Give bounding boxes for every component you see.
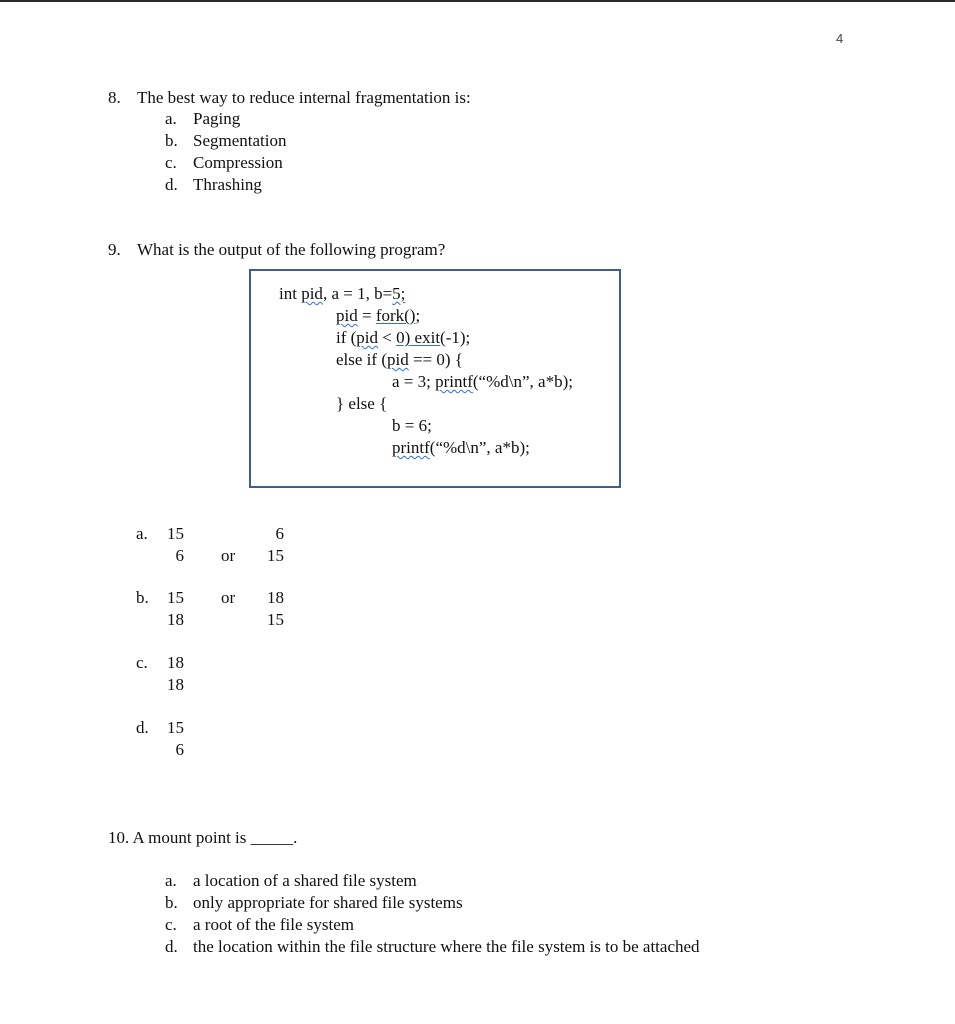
answer-value: 15: [267, 610, 284, 629]
answer-value: 15: [167, 588, 184, 607]
question-8-option-d: [165, 174, 262, 196]
option-text: only appropriate for shared file systems: [193, 893, 463, 912]
question-9-number: 9.: [108, 240, 121, 259]
question-8-number: 8.: [108, 88, 121, 107]
option-letter: d.: [165, 937, 178, 956]
page-top-border: [0, 0, 955, 2]
question-8-option-a: [165, 108, 240, 130]
option-text: Paging: [193, 109, 241, 128]
question-9-text: What is the output of the following program?: [137, 240, 446, 259]
option-text: Segmentation: [193, 131, 287, 150]
answer-value: 18: [167, 610, 184, 629]
answer-value: 6: [175, 740, 184, 759]
option-letter: c.: [136, 653, 148, 672]
option-letter: b.: [165, 893, 178, 912]
answer-value: 18: [167, 653, 184, 672]
option-letter: c.: [165, 153, 177, 172]
option-letter: a.: [165, 871, 177, 890]
code-line-5: a = 3; printf(“%d\n”, a*b);: [392, 372, 573, 391]
option-text: Thrashing: [193, 175, 262, 194]
question-8-option-c: [165, 152, 283, 174]
question-10-option-b: [165, 892, 463, 914]
code-line-1: int pid, a = 1, b=5;: [279, 284, 406, 303]
option-text: Compression: [193, 153, 283, 172]
code-line-2: pid = fork();: [336, 306, 421, 325]
answer-value: 6: [175, 546, 184, 565]
answer-value: 18: [167, 675, 184, 694]
option-letter: a.: [165, 109, 177, 128]
or-label: or: [221, 588, 236, 607]
answer-value: 6: [275, 524, 284, 543]
code-line-3: if (pid < 0) exit(-1);: [336, 328, 471, 347]
option-text: a root of the file system: [193, 915, 354, 934]
question-10-option-c: [165, 914, 354, 936]
option-letter: d.: [165, 175, 178, 194]
option-letter: b.: [165, 131, 178, 150]
option-letter: a.: [136, 524, 148, 543]
code-line-6: } else {: [336, 394, 388, 413]
page-number: 4: [836, 31, 844, 46]
question-8-text: The best way to reduce internal fragmentation is:: [137, 88, 471, 107]
code-line-4: else if (pid == 0) {: [336, 350, 463, 369]
option-letter: b.: [136, 588, 149, 607]
code-line-7: b = 6;: [392, 416, 432, 435]
answer-value: 15: [167, 718, 184, 737]
option-text: the location within the file structure where the file system is to be attached: [193, 937, 700, 956]
answer-value: 18: [267, 588, 284, 607]
answer-value: 15: [167, 524, 184, 543]
answer-value: 15: [267, 546, 284, 565]
code-line-8: printf(“%d\n”, a*b);: [392, 438, 530, 457]
question-10-option-a: [165, 870, 417, 892]
or-label: or: [221, 546, 236, 565]
question-10-text: 10. A mount point is _____.: [108, 828, 298, 847]
option-letter: c.: [165, 915, 177, 934]
question-8-option-b: [165, 130, 286, 152]
option-letter: d.: [136, 718, 149, 737]
question-10-option-d: [165, 936, 700, 958]
option-text: a location of a shared file system: [193, 871, 417, 890]
